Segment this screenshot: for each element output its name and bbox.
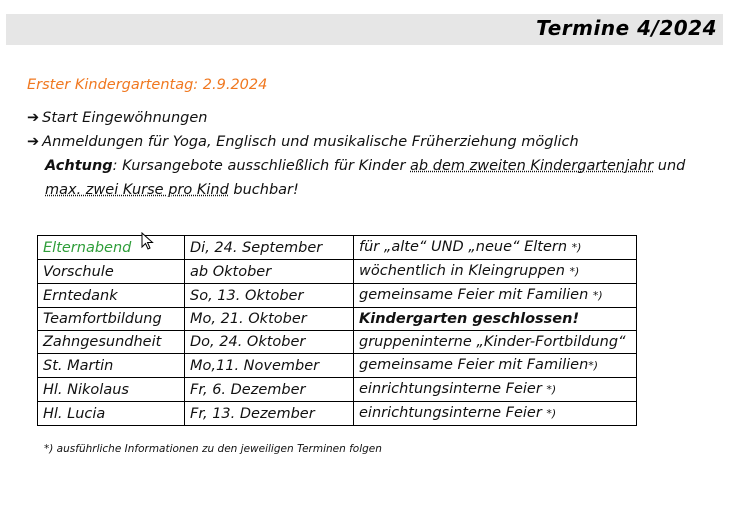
event-cell: Zahngesundheit — [38, 331, 185, 354]
event-cell: Hl. Lucia — [38, 402, 185, 426]
footnote-mark: *) — [571, 241, 582, 254]
date-cell: ab Oktober — [185, 260, 354, 284]
bullet-item — [27, 134, 579, 150]
arrow-icon: ➔ — [27, 134, 40, 150]
date-cell: Mo, 21. Oktober — [185, 308, 354, 331]
footnote-mark: *) — [588, 359, 599, 372]
footnote-mark: *) — [546, 383, 557, 396]
note-line — [45, 158, 685, 174]
event-cell: Vorschule — [38, 260, 185, 284]
footnote: *) ausführliche Informationen zu den jeweiligen Terminen folgen — [44, 443, 382, 455]
table-row — [38, 236, 637, 260]
first-day-heading: Erster Kindergartentag: 2.9.2024 — [27, 77, 268, 93]
footnote-mark: *) — [546, 407, 557, 420]
date-cell: Fr, 6. Dezember — [185, 378, 354, 402]
table-row — [38, 402, 637, 426]
info-cell — [354, 284, 637, 308]
event-cell: St. Martin — [38, 354, 185, 378]
arrow-icon: ➔ — [27, 110, 40, 126]
info-text: einrichtungsinterne Feier — [359, 381, 542, 397]
note-underline: max. zwei Kurse pro Kind — [45, 182, 229, 198]
date-cell: Fr, 13. Dezember — [185, 402, 354, 426]
info-cell — [354, 402, 637, 426]
table-row — [38, 284, 637, 308]
info-cell — [354, 354, 637, 378]
date-cell: So, 13. Oktober — [185, 284, 354, 308]
event-cell: Erntedank — [38, 284, 185, 308]
mouse-cursor-icon — [141, 232, 155, 250]
table-row — [38, 378, 637, 402]
footnote-mark: *) — [569, 265, 580, 278]
page-title: Termine 4/2024 — [536, 16, 717, 40]
note-text: und — [653, 158, 686, 174]
info-text: gemeinsame Feier mit Familien — [359, 287, 589, 303]
bullet-text: Start Eingewöhnungen — [42, 110, 208, 126]
note-text: : Kursangebote ausschließlich für Kinder — [112, 158, 411, 174]
note-label: Achtung — [45, 158, 113, 174]
events-table — [37, 235, 637, 426]
event-cell: Hl. Nikolaus — [38, 378, 185, 402]
date-cell: Mo,11. November — [185, 354, 354, 378]
bullet-text: Anmeldungen für Yoga, Englisch und musikalische Früherziehung möglich — [42, 134, 579, 150]
info-cell — [354, 236, 637, 260]
note-underline: ab dem zweiten Kindergartenjahr — [410, 158, 654, 174]
info-text: Kindergarten geschlossen! — [359, 311, 580, 327]
info-cell — [354, 331, 637, 354]
header-bar — [6, 14, 723, 45]
info-cell — [354, 260, 637, 284]
info-cell — [354, 378, 637, 402]
note-text: buchbar! — [228, 182, 299, 198]
info-text: gemeinsame Feier mit Familien — [359, 357, 589, 373]
note-line — [45, 182, 299, 198]
footnote-mark: *) — [592, 289, 603, 302]
table-row — [38, 308, 637, 331]
date-cell: Do, 24. Oktober — [185, 331, 354, 354]
info-text: einrichtungsinterne Feier — [359, 405, 542, 421]
info-text: gruppeninterne „Kinder-Fortbildung“ — [359, 334, 626, 350]
date-cell: Di, 24. September — [185, 236, 354, 260]
table-row — [38, 260, 637, 284]
bullet-item — [27, 110, 208, 126]
table-row — [38, 331, 637, 354]
info-cell — [354, 308, 637, 331]
table-row — [38, 354, 637, 378]
event-cell: Teamfortbildung — [38, 308, 185, 331]
info-text: für „alte“ UND „neue“ Eltern — [359, 239, 568, 255]
info-text: wöchentlich in Kleingruppen — [359, 263, 565, 279]
event-cell: Elternabend — [38, 236, 185, 260]
